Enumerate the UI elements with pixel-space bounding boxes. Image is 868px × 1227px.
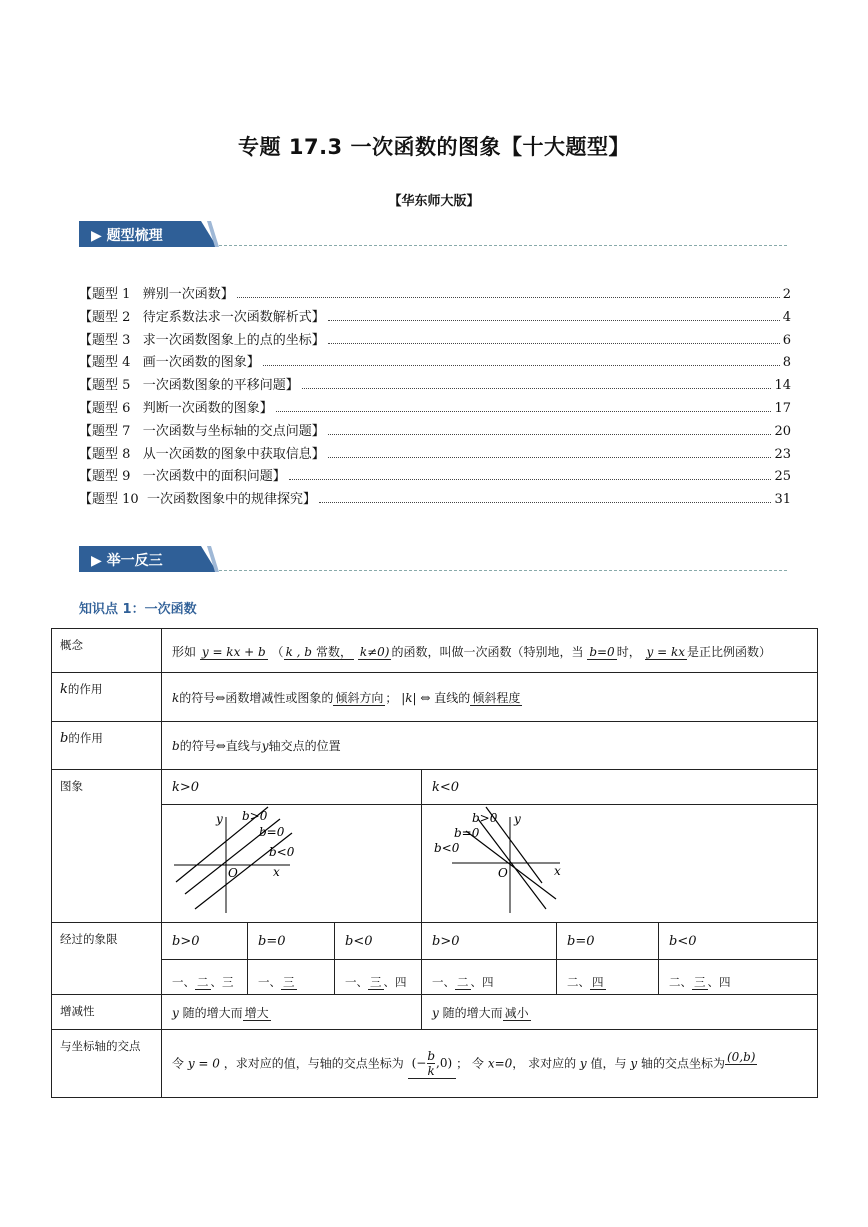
row-label: 增减性 <box>52 995 162 1030</box>
decreasing-text: y 随的增大而 减小 <box>422 995 818 1030</box>
b-zero-label: b=0 <box>454 826 480 840</box>
toc-leader-dots <box>302 378 772 389</box>
toc-entry-label: 【题型 5 一次函数图象的平移问题】 <box>79 378 299 394</box>
row-graph <box>52 805 818 923</box>
toc-entry[interactable] <box>79 420 791 442</box>
toc-entry[interactable] <box>79 465 791 487</box>
edition-label: 【华东师大版】 <box>388 194 480 209</box>
graph-k-pos-label: k>0 <box>162 770 422 805</box>
row-b-role <box>52 722 818 770</box>
row-label: 与坐标轴的交点 <box>52 1030 162 1098</box>
row-label: 图象 <box>52 770 162 923</box>
quadrant-head: b>0 <box>422 923 557 960</box>
quadrant-head: b>0 <box>162 923 248 960</box>
graph-k-positive <box>162 805 422 923</box>
triangle-right-icon: ▶ <box>91 228 102 244</box>
concept-text: 形如 y = kx + b （ k , b 常数， k≠0) 的函数，叫做一次函数（特别地，当 b=0 时， y = kx 是正比例函数） <box>162 629 818 673</box>
y-axis-label: y <box>514 812 521 826</box>
graph-increasing-lines <box>162 805 420 919</box>
b-role-text: b的符号⇔直线与y轴交点的位置 <box>162 722 818 770</box>
toc-entry-label: 【题型 7 一次函数与坐标轴的交点问题】 <box>79 423 325 439</box>
row-intercepts <box>52 1030 818 1098</box>
toc-entry[interactable] <box>79 374 791 396</box>
b-negative-label: b<0 <box>269 845 295 859</box>
toc-entry-label: 【题型 9 一次函数中的面积问题】 <box>79 469 286 485</box>
graph-decreasing-lines <box>422 805 816 919</box>
toc-page-number: 2 <box>782 287 791 302</box>
quadrant-head: b=0 <box>557 923 659 960</box>
toc-page-number: 6 <box>782 332 791 348</box>
quadrant-value: 二、 三 、四 <box>659 960 818 995</box>
row-label: k的作用 <box>52 673 162 722</box>
toc-entry-label: 【题型 10 一次函数图象中的规律探究】 <box>79 492 316 508</box>
row-quadrant-values <box>52 960 818 995</box>
toc-leader-dots <box>289 469 772 480</box>
toc-entry[interactable] <box>79 443 791 465</box>
intercepts-text: 令 y = 0 ，求对应的值，与轴的交点坐标为 (− $\frac{b}{k}$ ,0) ； 令 x=0， 求对应的 y 值，与 y 轴的交点坐标为 (0,b) <box>162 1030 818 1098</box>
toc-page-number: 23 <box>774 446 791 462</box>
knowledge-table <box>51 628 818 1098</box>
toc-page-number: 14 <box>774 378 791 394</box>
toc-entry-label: 【题型 3 求一次函数图象上的点的坐标】 <box>79 332 325 348</box>
toc-page-number: 20 <box>774 423 791 439</box>
toc-leader-dots <box>263 355 780 366</box>
b-positive-label: b>0 <box>242 809 268 823</box>
row-k-role <box>52 673 818 722</box>
toc-entry-label: 【题型 2 待定系数法求一次函数解析式】 <box>79 309 325 325</box>
toc-leader-dots <box>276 401 772 412</box>
graph-k-negative <box>422 805 818 923</box>
toc-entry-label: 【题型 6 判断一次函数的图象】 <box>79 401 273 416</box>
x-axis-label: x <box>554 864 561 878</box>
toc-page-number: 8 <box>782 355 791 371</box>
dotted-divider <box>219 570 787 571</box>
b-positive-label: b>0 <box>472 811 498 825</box>
b-negative-label: b<0 <box>434 841 460 855</box>
origin-label: O <box>228 866 238 880</box>
triangle-right-icon: ▶ <box>91 553 102 569</box>
increasing-text: y 随的增大而 增大 <box>162 995 422 1030</box>
toc-leader-dots <box>328 447 772 458</box>
toc-leader-dots <box>328 333 780 344</box>
graph-k-neg-label: k<0 <box>422 770 818 805</box>
x-axis-label: x <box>273 865 280 879</box>
toc-page-number: 31 <box>774 492 791 508</box>
row-label: b的作用 <box>52 722 162 770</box>
quadrant-value: 一、 二 、四 <box>422 960 557 995</box>
quadrant-value: 一、 三 <box>248 960 335 995</box>
toc-leader-dots <box>328 310 780 321</box>
row-monotonic <box>52 995 818 1030</box>
toc-page-number: 25 <box>774 469 791 485</box>
toc-entry[interactable] <box>79 306 791 328</box>
row-graph-head <box>52 770 818 805</box>
toc-leader-dots <box>328 424 772 435</box>
toc-entry[interactable] <box>79 488 791 510</box>
dotted-divider <box>219 245 787 246</box>
toc-entry[interactable] <box>79 283 791 305</box>
knowledge-point-heading: 知识点 1：一次函数 <box>79 602 197 617</box>
toc-entry[interactable] <box>79 329 791 351</box>
row-quadrant-head <box>52 923 818 960</box>
quadrant-value: 二、 四 <box>557 960 659 995</box>
banner-label: 举一反三 <box>106 553 163 569</box>
toc-page-number: 4 <box>782 309 791 325</box>
y-axis-label: y <box>216 812 223 826</box>
document-title: 专题 17.3 一次函数的图象【十大题型】 <box>238 135 630 159</box>
toc-entry-label: 【题型 1 辨别一次函数】 <box>79 287 234 302</box>
quadrant-head: b<0 <box>659 923 818 960</box>
quadrant-head: b=0 <box>248 923 335 960</box>
toc-leader-dots <box>237 287 780 298</box>
b-zero-label: b=0 <box>259 825 285 839</box>
quadrant-head: b<0 <box>335 923 422 960</box>
quadrant-value: 一、 二 、三 <box>162 960 248 995</box>
y-intercept-point: (0,b) <box>726 1050 756 1064</box>
row-label: 概念 <box>52 629 162 673</box>
toc-entry-label: 【题型 8 从一次函数的图象中获取信息】 <box>79 446 325 462</box>
row-label: 经过的象限 <box>52 923 162 995</box>
toc-leader-dots <box>319 492 772 503</box>
toc-entry[interactable] <box>79 397 791 419</box>
toc-entry-label: 【题型 4 画一次函数的图象】 <box>79 355 260 371</box>
origin-label: O <box>498 866 508 880</box>
x-intercept-point: (− $\frac{b}{k}$ ,0) <box>408 1049 457 1079</box>
banner-label: 题型梳理 <box>106 228 163 244</box>
quadrant-value: 一、 三 、四 <box>335 960 422 995</box>
toc-page-number: 17 <box>774 401 791 416</box>
k-role-text: k的符号⇔函数增减性或图象的 倾斜方向 ； |k| ⇔ 直线的 倾斜程度 <box>162 673 818 722</box>
toc-entry[interactable] <box>79 351 791 373</box>
row-concept <box>52 629 818 673</box>
